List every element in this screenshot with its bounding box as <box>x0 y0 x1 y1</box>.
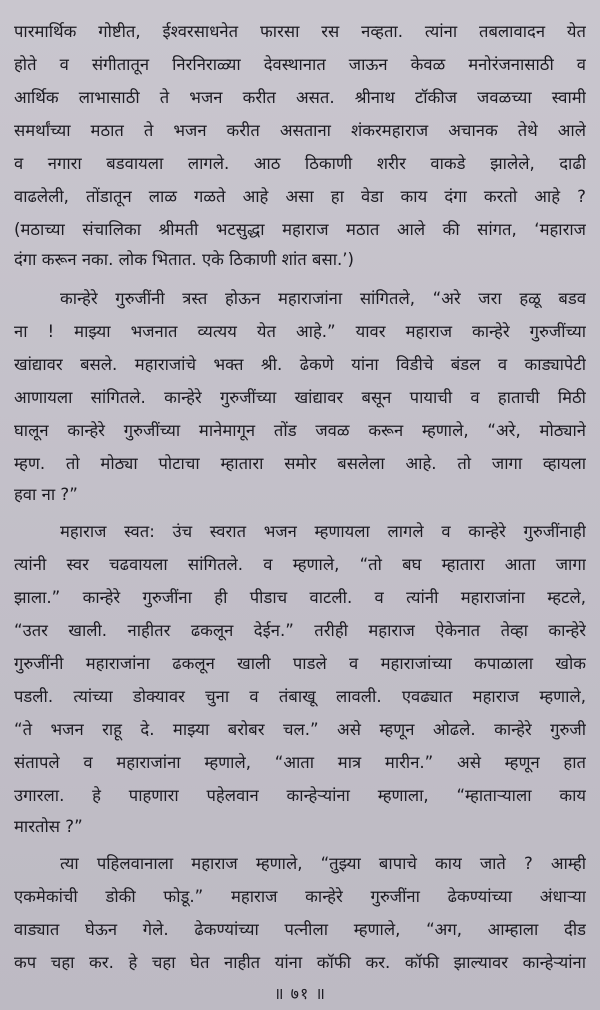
text-line: महाराज स्वत: उंच स्वरात भजन म्हणायला लागले व कान्हेरे गुरुजींनाही <box>60 522 586 541</box>
text-line: उगारला. हे पाहणारा पहेलवान कान्हेऱ्यांना म्हणाला, “म्हाताऱ्याला काय <box>14 786 586 805</box>
text-line: पारमार्थिक गोष्टीत, ईश्वरसाधनेत फारसा रस नव्हता. त्यांना तबलावादन येत <box>14 22 586 41</box>
text-line: आर्थिक लाभासाठी ते भजन करीत असत. श्रीनाथ टॉकीज जवळच्या स्वामी <box>14 88 586 107</box>
text-line: आणायला सांगितले. कान्हेरे गुरुजींच्या खांद्यावर बसून पायाची व हाताची मिठी <box>14 388 586 407</box>
text-line: “उतर खाली. नाहीतर ढकलून देईन.” तरीही महाराज ऐकेनात तेव्हा कान्हेरे <box>14 621 586 640</box>
text-line: एकमेकांची डोकी फोडू.” महाराज कान्हेरे गुरुजींना ढेकण्यांच्या अंधाऱ्या <box>14 887 586 906</box>
text-line: हवा ना ?” <box>14 485 78 504</box>
text-line: कान्हेरे गुरुजींनी त्रस्त होऊन महाराजांना सांगितले, “अरे जरा हळू बडव <box>60 289 586 308</box>
text-line: पडली. त्यांच्या डोक्यावर चुना व तंबाखू लावली. एवढ्यात महाराज म्हणाले, <box>14 687 586 706</box>
text-line: संतापले व महाराजांना म्हणाले, “आता मात्र मारीन.” असे म्हणून हात <box>14 753 586 772</box>
text-line: होते व संगीतातून निरनिराळ्या देवस्थानात जाऊन केवळ मनोरंजनासाठी व <box>14 55 586 74</box>
text-line: ना ! माझ्या भजनात व्यत्यय येत आहे.” यावर महाराज कान्हेरे गुरुजींच्या <box>14 322 586 341</box>
text-line: त्या पहिलवानाला महाराज म्हणाले, “तुझ्या बापाचे काय जाते ? आम्ही <box>60 854 586 873</box>
text-line: गुरुजींनी महाराजांना ढकलून खाली पाडले व महाराजांच्या कपाळाला खोक <box>14 654 586 673</box>
text-line: (मठाच्या संचालिका श्रीमती भटसुद्धा महाराज मठात आले की सांगत, ‘महाराज <box>14 220 586 239</box>
text-line: समर्थांच्या मठात ते भजन करीत असताना शंकरमहाराज अचानक तेथे आले <box>14 121 586 140</box>
text-line: दंगा करून नका. लोक भितात. एके ठिकाणी शांत बसा.’) <box>14 250 355 269</box>
text-line: घालून कान्हेरे गुरुजींच्या मानेमागून तोंड जवळ करून म्हणाले, “अरे, मोठ्याने <box>14 421 586 440</box>
text-line: म्हण. तो मोठ्या पोटाचा म्हातारा समोर बसलेला आहे. तो जागा व्हायला <box>14 454 586 473</box>
page-number: ॥ ७१ ॥ <box>274 984 326 1003</box>
text-line: त्यांनी स्वर चढवायला सांगितले. व म्हणाले, “तो बघ म्हातारा आता जागा <box>14 555 586 574</box>
text-line: मारतोस ?” <box>14 817 83 836</box>
text-line: खांद्यावर बसले. महाराजांचे भक्त श्री. ढेकणे यांना विडीचे बंडल व काड्यापेटी <box>14 355 586 374</box>
text-line: व नगारा बडवायला लागले. आठ ठिकाणी शरीर वाकडे झालेले, दाढी <box>14 154 586 173</box>
text-line: झाला.” कान्हेरे गुरुजींना ही पीडाच वाटली. व त्यांनी महाराजांना म्हटले, <box>14 588 586 607</box>
text-line: वाड्यात घेऊन गेले. ढेकण्यांच्या पत्नीला म्हणाले, “अग, आम्हाला दीड <box>14 920 586 939</box>
text-line: कप चहा कर. हे चहा घेत नाहीत यांना कॉफी कर. कॉफी झाल्यावर कान्हेऱ्यांना <box>14 953 586 972</box>
text-line: वाढलेली, तोंडातून लाळ गळते आहे असा हा वेडा काय दंगा करतो आहे ? <box>14 187 586 206</box>
text-line: “ते भजन राहू दे. माझ्या बरोबर चल.” असे म्हणून ओढले. कान्हेरे गुरुजी <box>14 720 586 739</box>
